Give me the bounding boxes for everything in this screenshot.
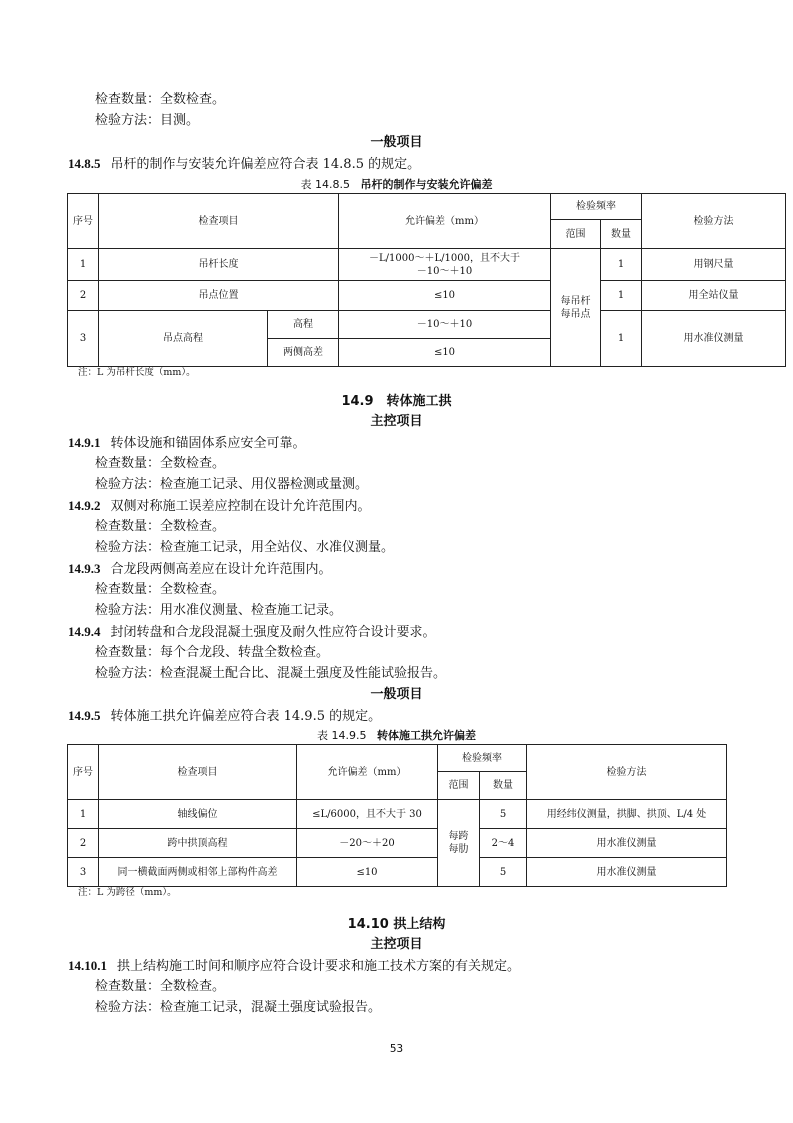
clause-text: 拱上结构施工时间和顺序应符合设计要求和施工技术方案的有关规定。 xyxy=(117,959,521,974)
header-method: 检验方法 xyxy=(642,194,786,249)
cell-count: 5 xyxy=(480,800,527,829)
cell-item: 轴线偏位 xyxy=(99,800,297,829)
cell-method: 用水准仪测量 xyxy=(527,829,727,858)
cell-item: 吊杆长度 xyxy=(99,249,339,281)
clause-text: 吊杆的制作与安装允许偏差应符合表 14.8.5 的规定。 xyxy=(110,157,421,172)
caption-number: 表 14.9.5 xyxy=(317,729,367,742)
clause-14-8-5 xyxy=(68,155,420,174)
header-frequency: 检验频率 xyxy=(551,194,642,220)
inspection-method-text: 检验方法：用水准仪测量、检查施工记录。 xyxy=(95,603,343,618)
general-items-heading: 一般项目 xyxy=(370,135,423,150)
range-line-2: 每肋 xyxy=(448,844,469,855)
clause-number: 14.9.4 xyxy=(68,624,101,639)
inspection-quantity-text: 检查数量：全数检查。 xyxy=(95,456,226,471)
page-number: 53 xyxy=(389,1042,404,1055)
header-item: 检查项目 xyxy=(99,745,297,800)
clause-14-9-4 xyxy=(68,623,436,642)
range-line-2: 每吊点 xyxy=(560,308,591,320)
clause-14-10-1 xyxy=(68,957,520,976)
caption-number: 表 14.8.5 xyxy=(300,178,350,191)
inspection-method-text: 检验方法：检查施工记录、用仪器检测或量测。 xyxy=(95,477,369,492)
main-control-heading: 主控项目 xyxy=(370,937,423,952)
clause-text: 封闭转盘和合龙段混凝土强度及耐久性应符合设计要求。 xyxy=(110,625,436,640)
cell-range xyxy=(438,800,480,887)
header-range: 范围 xyxy=(438,772,480,800)
header-count: 数量 xyxy=(601,220,642,249)
cell-tolerance: ≤10 xyxy=(297,858,438,887)
cell-no: 2 xyxy=(68,829,99,858)
table-14-9-5-caption xyxy=(0,727,793,745)
cell-no: 1 xyxy=(68,800,99,829)
tolerance-line-2: －10～＋10 xyxy=(416,265,473,277)
table-14-9-5 xyxy=(67,744,727,887)
cell-subitem: 两侧高差 xyxy=(268,339,339,367)
header-tolerance: 允许偏差（mm） xyxy=(339,194,551,249)
cell-range xyxy=(551,249,601,367)
table-14-8-5-note: 注：L 为吊杆长度（mm）。 xyxy=(78,367,196,378)
cell-count: 5 xyxy=(480,858,527,887)
cell-tolerance: ≤10 xyxy=(339,339,551,367)
header-tolerance: 允许偏差（mm） xyxy=(297,745,438,800)
header-range: 范围 xyxy=(551,220,601,249)
inspection-method-text: 检验方法：检查混凝土配合比、混凝土强度及性能试验报告。 xyxy=(95,666,447,681)
table-row xyxy=(68,249,786,281)
cell-method: 用钢尺量 xyxy=(642,249,786,281)
cell-item: 吊点高程 xyxy=(99,311,268,367)
inspection-method-text: 检验方法：检查施工记录，用全站仪、水准仪测量。 xyxy=(95,540,395,555)
clause-number: 14.9.1 xyxy=(68,435,101,450)
table-14-8-5 xyxy=(67,193,786,367)
cell-method: 用全站仪量 xyxy=(642,281,786,311)
cell-no: 3 xyxy=(68,311,99,367)
cell-tolerance: －10～＋10 xyxy=(339,311,551,339)
range-line-1: 每跨 xyxy=(448,831,469,842)
header-frequency: 检验频率 xyxy=(438,745,527,772)
cell-no: 2 xyxy=(68,281,99,311)
header-item: 检查项目 xyxy=(99,194,339,249)
clause-text: 双侧对称施工误差应控制在设计允许范围内。 xyxy=(110,499,371,514)
cell-subitem: 高程 xyxy=(268,311,339,339)
inspection-quantity-text: 检查数量：全数检查。 xyxy=(95,979,226,994)
inspection-quantity-text: 检查数量：每个合龙段、转盘全数检查。 xyxy=(95,645,330,660)
cell-tolerance: ≤10 xyxy=(339,281,551,311)
cell-tolerance: ≤L/6000，且不大于 30 xyxy=(297,800,438,829)
cell-count: 1 xyxy=(601,281,642,311)
inspection-quantity-text: 检查数量：全数检查。 xyxy=(95,519,226,534)
header-no: 序号 xyxy=(68,194,99,249)
tolerance-line-1: －L/1000～＋L/1000，且不大于 xyxy=(369,252,520,264)
cell-method: 用水准仪测量 xyxy=(642,311,786,367)
clause-number: 14.8.5 xyxy=(68,156,101,171)
clause-14-9-5 xyxy=(68,707,381,726)
main-control-heading: 主控项目 xyxy=(370,414,423,429)
table-14-9-5-note: 注：L 为跨径（mm）。 xyxy=(78,887,177,898)
header-no: 序号 xyxy=(68,745,99,800)
section-14-10-heading: 14.10 拱上结构 xyxy=(347,917,446,932)
clause-number: 14.9.2 xyxy=(68,498,101,513)
header-count: 数量 xyxy=(480,772,527,800)
clause-14-9-3 xyxy=(68,560,332,579)
cell-count: 1 xyxy=(601,249,642,281)
cell-no: 1 xyxy=(68,249,99,281)
caption-title: 转体施工拱允许偏差 xyxy=(376,729,476,742)
cell-count: 2～4 xyxy=(480,829,527,858)
cell-method: 用经纬仪测量，拱脚、拱顶、L/4 处 xyxy=(527,800,727,829)
range-line-1: 每吊杆 xyxy=(560,295,591,307)
header-method: 检验方法 xyxy=(527,745,727,800)
cell-item: 吊点位置 xyxy=(99,281,339,311)
table-row xyxy=(68,281,786,311)
cell-no: 3 xyxy=(68,858,99,887)
inspection-quantity-text: 检查数量：全数检查。 xyxy=(95,92,226,107)
clause-text: 合龙段两侧高差应在设计允许范围内。 xyxy=(110,562,332,577)
table-row xyxy=(68,800,727,829)
clause-number: 14.9.5 xyxy=(68,708,101,723)
clause-number: 14.9.3 xyxy=(68,561,101,576)
clause-number: 14.10.1 xyxy=(68,958,107,973)
table-row xyxy=(68,858,727,887)
caption-title: 吊杆的制作与安装允许偏差 xyxy=(360,178,493,191)
cell-count: 1 xyxy=(601,311,642,367)
inspection-method-text: 检验方法：检查施工记录，混凝土强度试验报告。 xyxy=(95,1000,382,1015)
cell-item: 同一横截面两侧或相邻上部构件高差 xyxy=(99,858,297,887)
inspection-method-text: 检验方法：目测。 xyxy=(95,113,200,128)
clause-14-9-1 xyxy=(68,434,306,453)
general-items-heading: 一般项目 xyxy=(370,687,423,702)
table-row xyxy=(68,311,786,339)
table-14-8-5-caption xyxy=(0,176,793,194)
section-14-9-heading: 14.9 转体施工拱 xyxy=(341,394,452,409)
cell-tolerance xyxy=(339,249,551,281)
clause-text: 转体设施和锚固体系应安全可靠。 xyxy=(110,436,306,451)
cell-method: 用水准仪测量 xyxy=(527,858,727,887)
cell-tolerance: －20～＋20 xyxy=(297,829,438,858)
cell-item: 跨中拱顶高程 xyxy=(99,829,297,858)
inspection-quantity-text: 检查数量：全数检查。 xyxy=(95,582,226,597)
table-row xyxy=(68,829,727,858)
clause-text: 转体施工拱允许偏差应符合表 14.9.5 的规定。 xyxy=(110,709,382,724)
clause-14-9-2 xyxy=(68,497,371,516)
